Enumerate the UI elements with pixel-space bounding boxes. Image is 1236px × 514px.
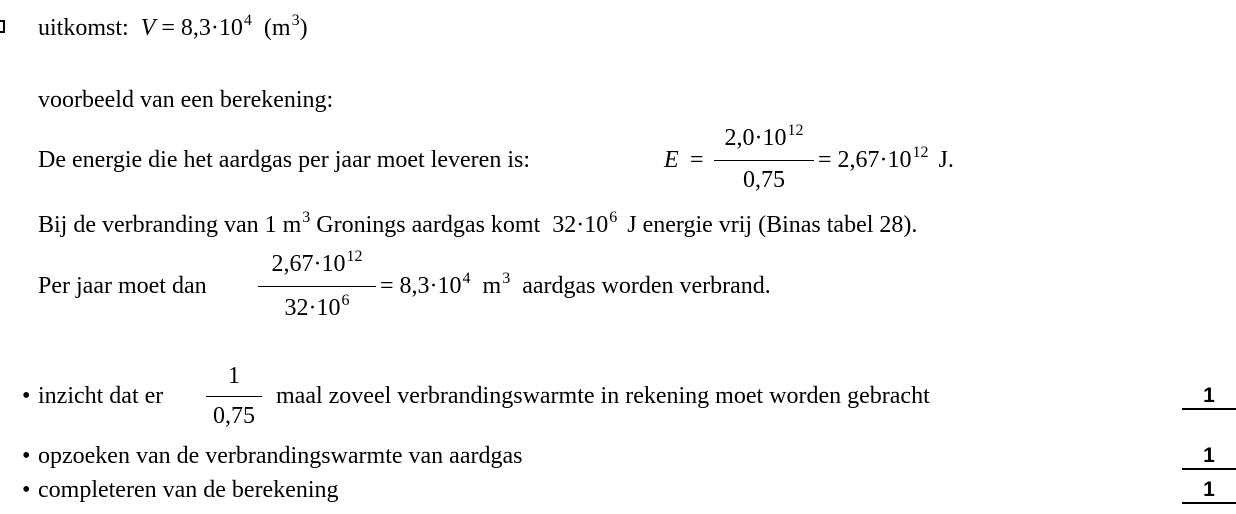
calc1-result: = $2,67\cdot 10^{12}$ J. [818,144,954,173]
calc3-result: = $8,3\cdot 10^4$ $m^3$ aardgas worden verbrand. [380,270,771,299]
result-line [38,14,308,45]
calc1-variable: E [664,147,679,173]
result-equals: = [161,15,175,41]
calc1-text: De energie die het aardgas per jaar moet leveren is: [38,147,530,173]
criterion-1-bullet: • [22,383,31,409]
result-unit-open: (m [263,15,291,41]
calc1-numerator: $2,0\cdot 10^{12}$ [724,122,804,151]
result-exponent: 4 [243,12,252,29]
result-variable: V [140,15,156,41]
calc3-denominator: $32\cdot 10^6$ [284,292,350,321]
criterion-3-text: completeren van de berekening [38,477,339,503]
calc2-line: Bij de verbranding van 1 $m^3$ Gronings aardgas komt $32\cdot 10^6$ J energie vrij (Binas tabel 28). [38,209,918,238]
criterion-1-fraction [206,362,262,432]
criterion-1-score: 1 [1182,384,1236,408]
calc1-equals: = [690,147,704,173]
criterion-1-fraction-bar [206,396,262,397]
calc3-numerator: $2,67\cdot 10^{12}$ [271,248,363,277]
criterion-3-bullet: • [22,477,31,503]
calc1-fraction-bar [714,160,814,161]
example-heading: voorbeeld van een berekening: [38,87,334,113]
calc1-denominator: 0,75 [743,167,785,193]
criterion-2-bullet: • [22,443,31,469]
calc3-fraction [258,250,376,322]
criterion-1-pre: inzicht dat er [38,383,164,409]
result-unit-close: ) [299,15,308,41]
criterion-1-denominator: 0,75 [213,403,255,429]
result-power-base: ·10 [210,15,243,41]
calc3-fraction-bar [258,286,376,287]
calc3-text: Per jaar moet dan [38,273,207,299]
result-unit-exponent: 3 [291,12,300,29]
answer-checkbox [0,20,5,33]
result-mantissa: 8,3 [180,15,211,41]
result-label: uitkomst: [38,15,129,41]
criterion-1-numerator: 1 [228,363,240,389]
criterion-2-score: 1 [1182,444,1236,468]
calc1-fraction [714,124,814,194]
criterion-1-post: maal zoveel verbrandingswarmte in rekening moet worden gebracht [276,383,930,409]
criterion-2-text: opzoeken van de verbrandingswarmte van aardgas [38,443,523,469]
criterion-3-score: 1 [1182,478,1236,502]
